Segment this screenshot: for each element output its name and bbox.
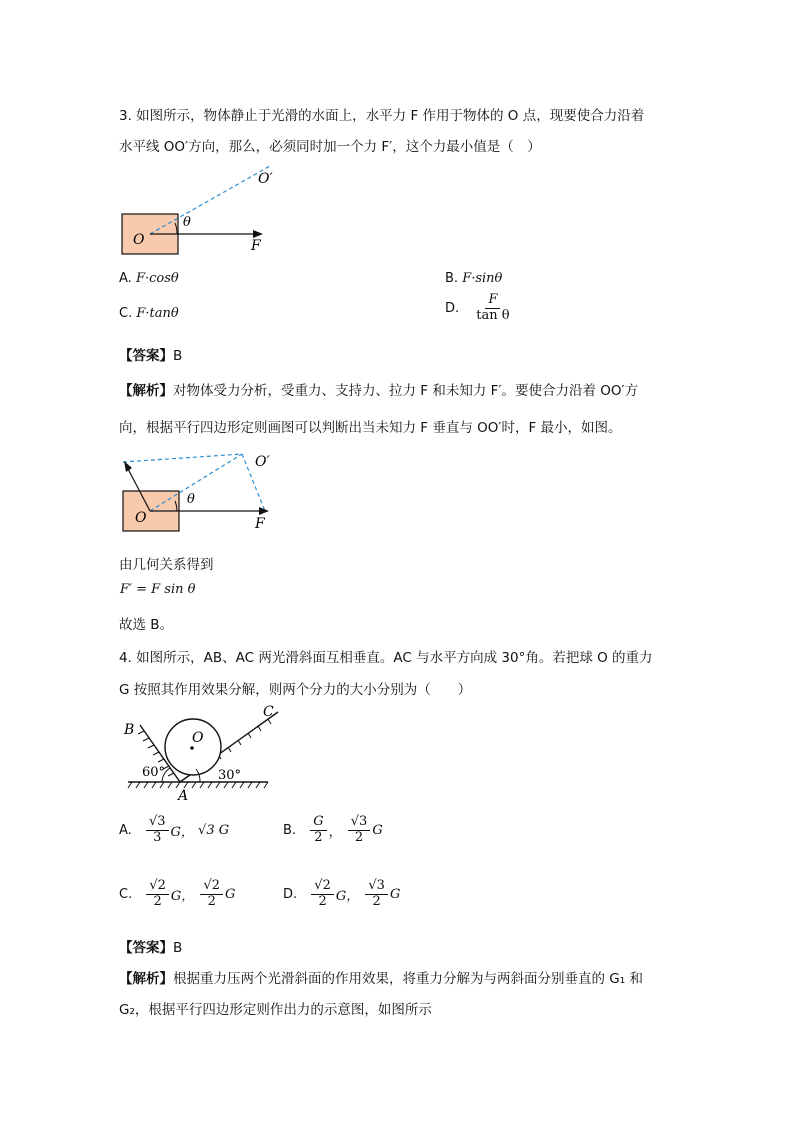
force-f-arrowhead [253,230,263,238]
fraction-denominator: tan θ [476,307,510,323]
q3-option-d[interactable] [445,293,515,324]
label-o: O [135,510,147,526]
label-f: F [251,238,261,254]
label-o: O [192,730,204,746]
label-o: O [133,232,145,248]
option-fraction-1 [310,815,326,846]
option-separator: ， [328,824,342,840]
label-theta: θ [183,215,191,230]
option-letter: B. [445,271,459,286]
answer-value: B [173,348,183,364]
label-b: B [124,722,135,738]
q4-stem-line1: 4. 如图所示，AB、AC 两光滑斜面互相垂直。AC 与水平方向成 30°角。若把球 O 的重力 [119,650,653,666]
option-tail: G [225,886,236,902]
q4-option-a[interactable] [119,815,229,846]
label-f: F [255,516,265,532]
fraction-numerator: √2 [311,879,334,895]
option-letter: D. [283,886,298,902]
answer-value: B [173,940,183,956]
q4-option-c[interactable] [119,879,235,910]
option-fraction [473,293,512,324]
q3-option-c[interactable] [119,306,179,321]
q3-figure-box-force [115,160,285,260]
fraction-numerator: √3 [146,815,169,831]
label-o-prime: O′ [255,454,270,470]
fraction-numerator: √3 [365,879,388,895]
analysis-tag: 【解析】 [119,383,173,399]
q3-formula: F′ = F sin θ [120,582,196,597]
option-tail: G， [335,888,360,904]
option-tail: G， [170,824,194,840]
q4-stem-line2: G 按照其作用效果分解，则两个分力的大小分别为（ ） [119,682,472,698]
q4-option-d[interactable] [283,879,400,910]
q3-stem-line1: 3. 如图所示，物体静止于光滑的水面上，水平力 F 作用于物体的 O 点，现要使合力沿着 [119,108,645,124]
label-a: A [178,788,189,802]
label-c: C [263,704,274,720]
fraction-denominator: 2 [314,829,323,845]
analysis-text: 根据重力压两个光滑斜面的作用效果，将重力分解为与两斜面分别垂直的 G₁ 和 [173,971,643,987]
q3-geometry-line: 由几何关系得到 [119,557,214,573]
fraction-numerator: G [310,815,326,831]
option-letter: C. [119,886,133,902]
option-tail: G [389,886,401,902]
option-fraction-1 [146,879,169,910]
option-fraction-2 [200,879,223,910]
label-o-prime: O′ [258,171,273,187]
fraction-numerator: √3 [348,815,371,831]
option-letter: A. [119,271,132,286]
fraction-denominator: 2 [318,893,327,909]
fraction-numerator: √2 [200,879,223,895]
option-expression: F·tanθ [136,306,179,321]
fraction-numerator: F [485,293,500,309]
option-expression: F·sinθ [462,271,503,286]
answer-tag: 【答案】 [119,940,173,956]
answer-tag: 【答案】 [119,348,173,364]
q3-option-b[interactable] [445,271,502,286]
q3-analysis-line2: 向，根据平行四边形定则画图可以判断出当未知力 F 垂直与 OO′时，F 最小，如图。 [119,420,622,436]
label-angle-30: 30° [218,768,242,783]
analysis-text: 对物体受力分析，受重力、支持力、拉力 F 和未知力 F′。要使合力沿着 OO′方 [173,383,639,399]
q4-answer [119,936,182,956]
force-f-prime-arrowhead [124,461,132,472]
option-expression: F·cosθ [135,271,179,286]
option-fraction-1 [146,815,169,846]
fraction-numerator: √2 [146,879,169,895]
fraction-denominator: 2 [153,893,162,909]
parallel-dashed-top [123,454,242,462]
option-fraction-2 [348,815,371,846]
option-part-2: √3 G [198,822,230,838]
label-theta: θ [187,492,195,507]
ground-hatching [128,782,268,788]
q4-option-b[interactable] [283,815,383,846]
q4-figure-ball-inclines [118,702,288,802]
fraction-denominator: 2 [372,893,381,909]
option-tail: G， [170,888,195,904]
option-letter: A. [119,822,132,838]
option-letter: B. [283,822,297,838]
q3-stem-line2: 水平线 OO′方向，那么，必须同时加一个力 F′，这个力最小值是（ ） [119,139,541,155]
q4-analysis-line1 [119,967,643,987]
q3-analysis-line1 [119,379,638,399]
label-angle-60: 60° [142,765,166,780]
q3-figure-parallelogram [115,446,285,538]
option-fraction-2 [365,879,388,910]
q3-answer [119,344,182,364]
fraction-denominator: 3 [153,829,162,845]
option-letter: D. [445,300,460,316]
option-fraction-1 [311,879,334,910]
fraction-denominator: 2 [207,893,216,909]
q3-option-a[interactable] [119,271,179,286]
option-tail: G [372,822,383,838]
analysis-tag: 【解析】 [119,971,173,987]
q3-conclusion: 故选 B。 [119,617,174,633]
oo-prime-dashed-line [150,454,242,511]
fraction-denominator: 2 [354,829,364,845]
ball-center-dot [190,746,194,750]
q4-analysis-line2: G₂，根据平行四边形定则作出力的示意图，如图所示 [119,1002,432,1018]
option-letter: C. [119,306,133,321]
